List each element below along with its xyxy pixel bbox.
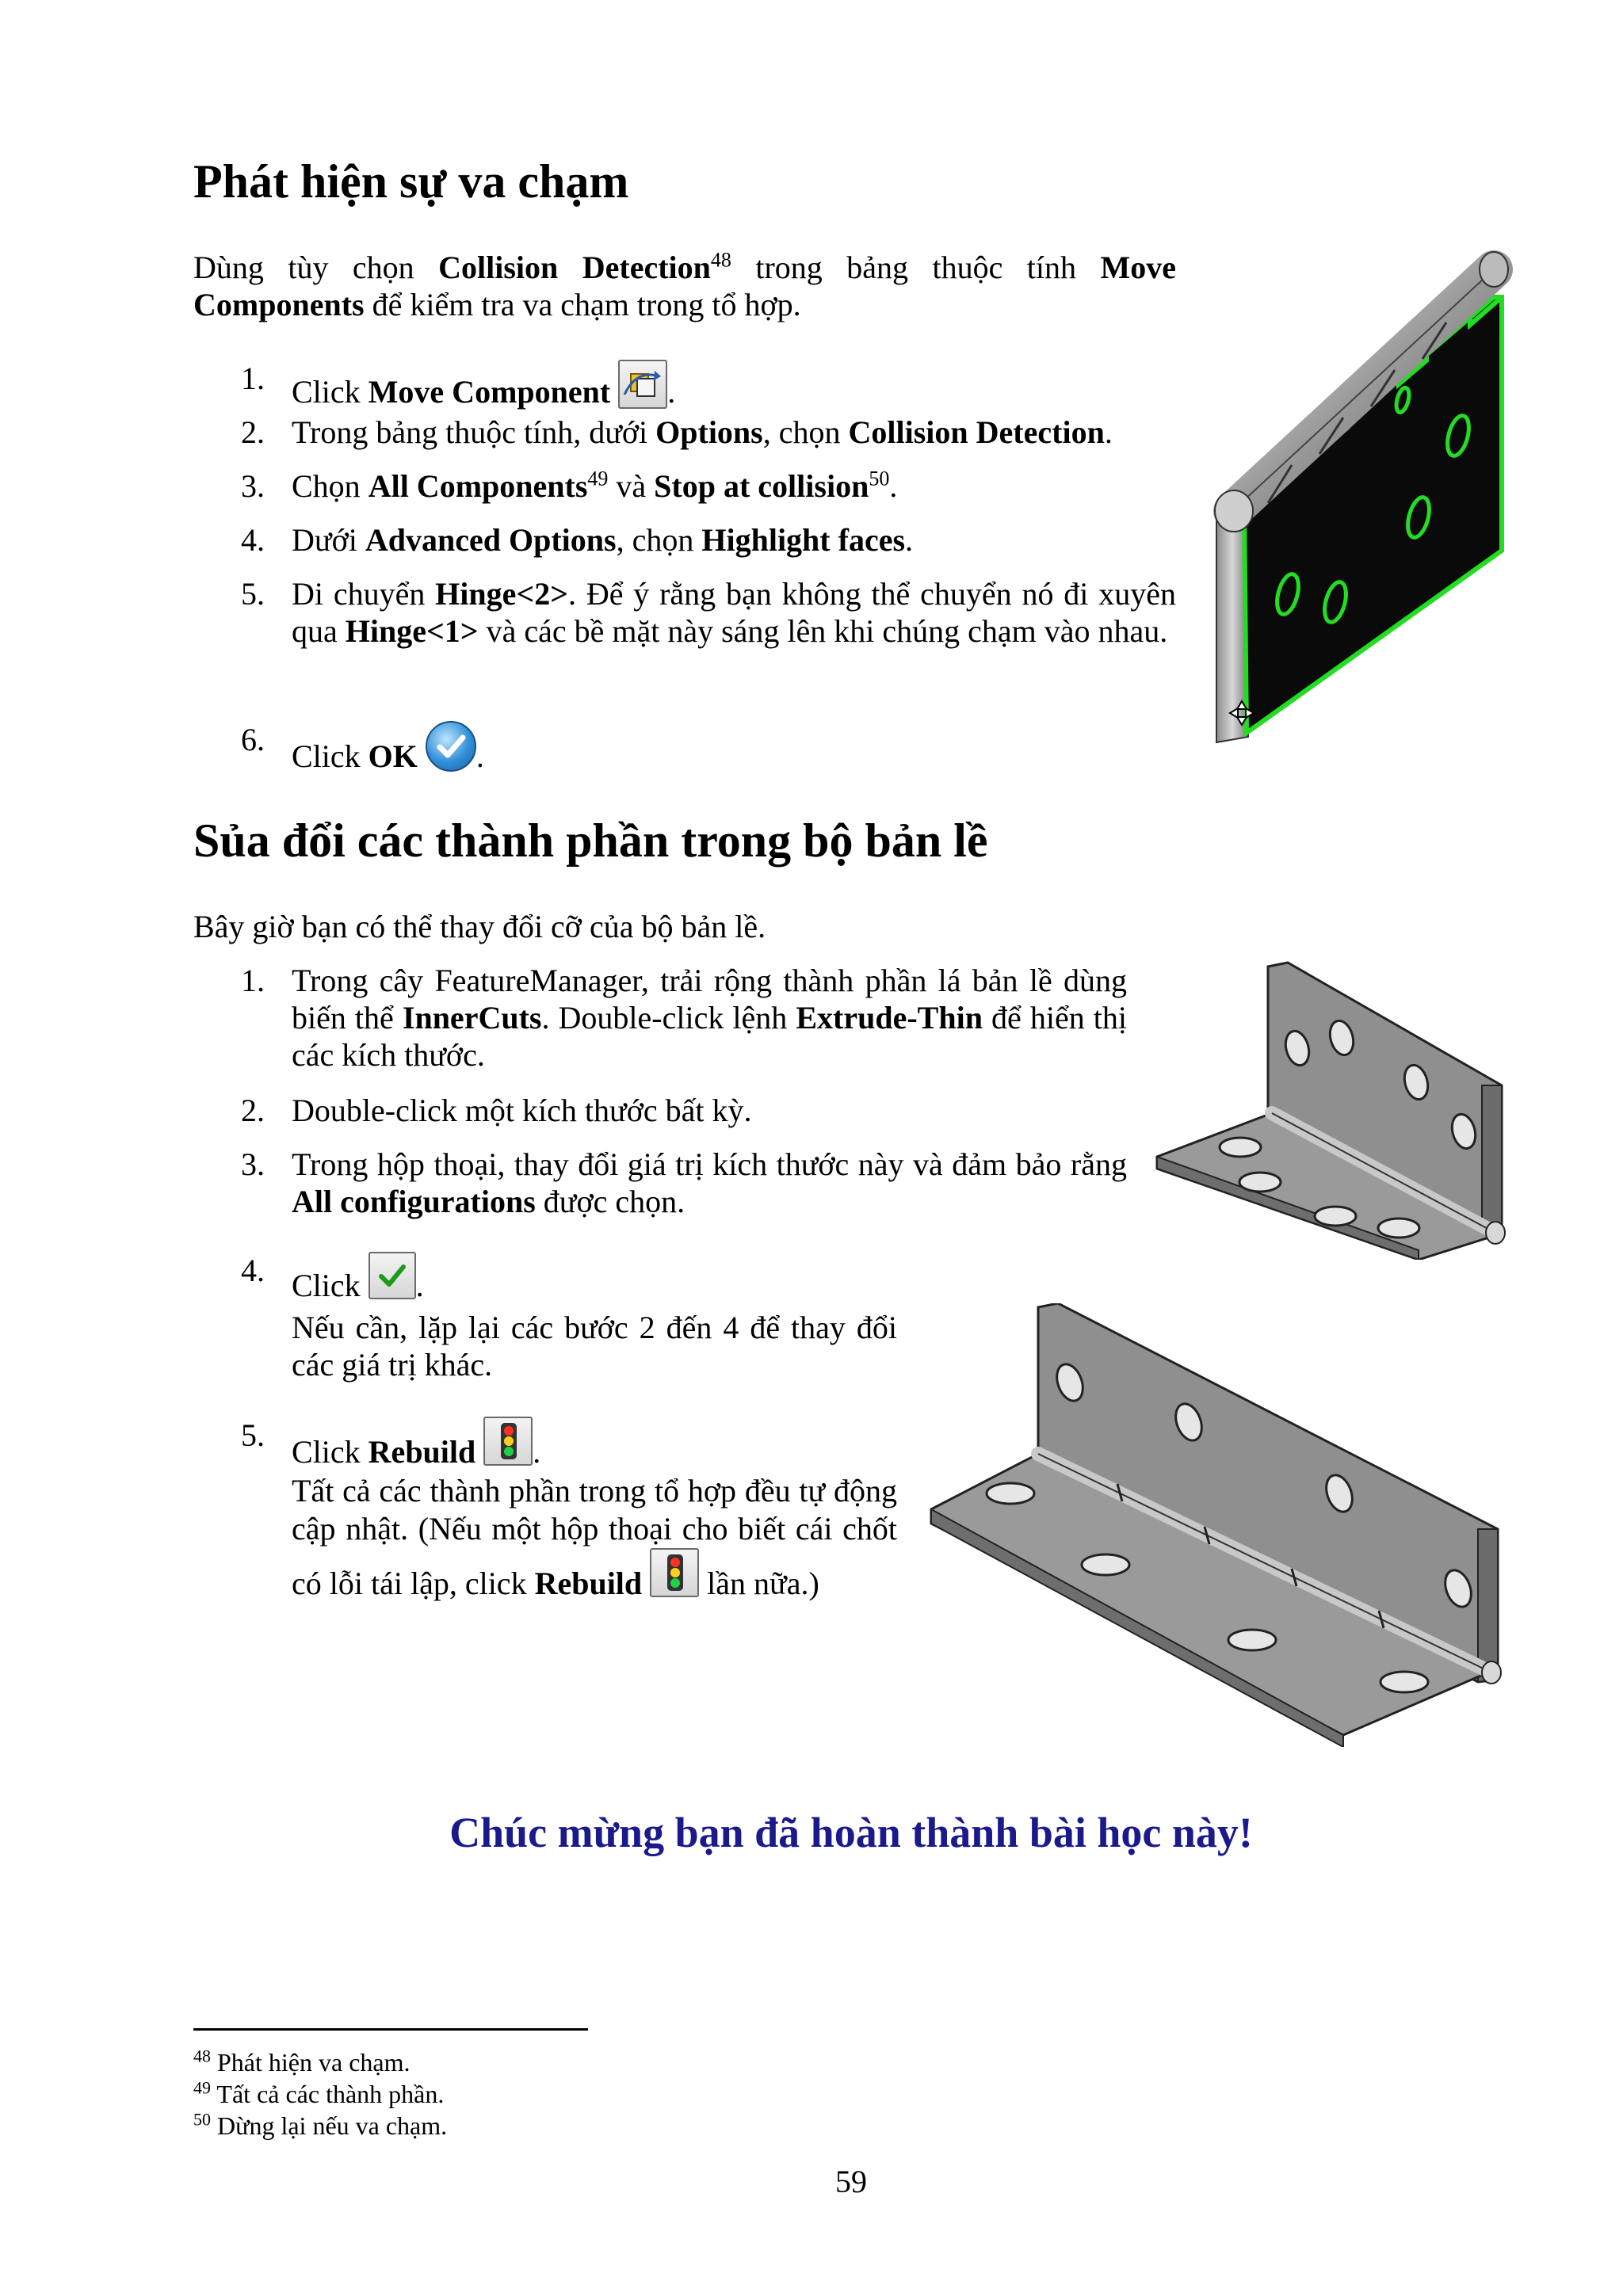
move-component-icon bbox=[618, 360, 667, 409]
step-number: 6. bbox=[241, 722, 265, 757]
rebuild-traffic-light-icon bbox=[650, 1548, 699, 1597]
congratulations-message: Chúc mừng bạn đã hoàn thành bài học này! bbox=[449, 1809, 1253, 1856]
footnote-50: $^{50}$ Dừng lại nếu va chạm. bbox=[193, 2109, 448, 2140]
step-number: 3. bbox=[241, 468, 265, 504]
section-title-modify: Sủa đổi các thành phần trong bộ bản lề bbox=[193, 814, 988, 867]
step-number: 2. bbox=[241, 414, 265, 450]
collision-hinge-illustration bbox=[1201, 242, 1518, 749]
step-double-click: Double-click một kích thước bất kỳ. bbox=[292, 1093, 752, 1128]
step-number: 5. bbox=[241, 1417, 265, 1453]
ok-check-icon bbox=[426, 721, 476, 772]
intro-modify: Bây giờ bạn có thể thay đổi cỡ của bộ bản lề. bbox=[193, 909, 766, 944]
step-options: Trong bảng thuộc tính, dưới Options, chọn Collision Detection. bbox=[292, 414, 1113, 450]
page-number: 59 bbox=[835, 2164, 867, 2199]
step-feature-manager: Trong cây FeatureManager, trải rộng thành phần lá bản lề dùng biến thể InnerCuts. Double-click lệnh Extrude-Thin để hiển thị các kích thước. bbox=[292, 963, 1127, 1073]
footnote-ref-48: 48 bbox=[710, 248, 731, 272]
small-hinge-illustration bbox=[1153, 959, 1518, 1260]
step-all-components: Chọn All Components$^{49}$ và Stop at collision$^{50}$. bbox=[292, 467, 898, 504]
footnote-48: $^{48}$ Phát hiện va chạm. bbox=[193, 2046, 411, 2077]
step-note-rebuild: Tất cả các thành phần trong tổ hợp đều tự động cập nhật. (Nếu một hộp thoại cho biết cái chốt có lỗi tái lập, click Rebuild lần nữa.) bbox=[292, 1473, 897, 1601]
large-hinge-illustration bbox=[927, 1303, 1514, 1747]
step-advanced-options: Dưới Advanced Options, chọn Highlight faces. bbox=[292, 522, 914, 558]
rebuild-traffic-light-icon bbox=[483, 1417, 533, 1466]
step-number: 2. bbox=[241, 1093, 265, 1128]
step-number: 1. bbox=[241, 360, 265, 396]
step-number: 5. bbox=[241, 576, 265, 612]
section-title-collision: Phát hiện sự va chạm bbox=[193, 155, 629, 208]
intro-collision: Dùng tùy chọn Collision Detection$^{48}$ trong bảng thuộc tính Move Components để kiểm tra va chạm trong tổ hợp. bbox=[193, 248, 1176, 322]
footnote-49: $^{49}$ Tất cả các thành phần. bbox=[193, 2077, 445, 2108]
step-number: 4. bbox=[241, 522, 265, 558]
footnote-ref-49: 49 bbox=[587, 467, 609, 490]
step-move-component: Click Move Component . bbox=[292, 360, 675, 410]
step-click-rebuild: Click Rebuild . bbox=[292, 1417, 540, 1470]
step-number: 1. bbox=[241, 963, 265, 998]
step-click-ok: Click OK . bbox=[292, 721, 484, 775]
step-move-hinge: Di chuyển Hinge<2>. Để ý rằng bạn không thể chuyển nó đi xuyên qua Hinge<1> và các bề mặt này sáng lên khi chúng chạm vào nhau. bbox=[292, 576, 1176, 649]
footnote-ref-50: 50 bbox=[869, 467, 890, 490]
footnote-divider bbox=[193, 2028, 588, 2031]
green-check-icon bbox=[369, 1252, 416, 1299]
step-change-value: Trong hộp thoại, thay đổi giá trị kích thước này và đảm bảo rằng All configurations được chọn. bbox=[292, 1146, 1127, 1219]
step-click-check: Click . bbox=[292, 1252, 424, 1304]
step-number: 3. bbox=[241, 1146, 265, 1182]
step-number: 4. bbox=[241, 1253, 265, 1288]
step-note-repeat: Nếu cần, lặp lại các bước 2 đến 4 để thay đổi các giá trị khác. bbox=[292, 1310, 897, 1383]
